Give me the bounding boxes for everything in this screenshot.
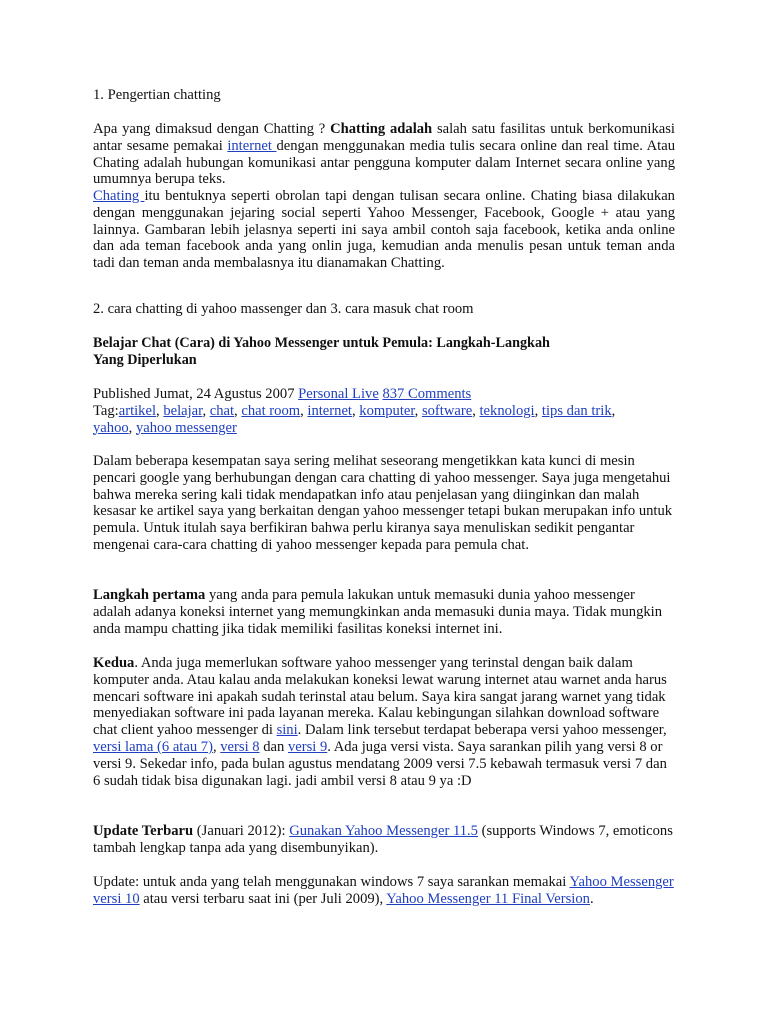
update-2-paragraph [93,874,675,908]
tag-link[interactable]: belajar [163,402,203,419]
internet-link[interactable]: internet [227,137,277,154]
step-1-paragraph [93,587,675,637]
update-label: Update Terbaru [93,823,194,839]
tag-link[interactable]: artikel [118,402,157,419]
chating-link[interactable]: Chating [93,188,145,204]
step-2-paragraph [93,655,675,789]
intro-paragraph: Dalam beberapa kesempatan saya sering melihat seseorang mengetikkan kata kunci di mesin pencari google yang berhubungan dengan cara chatting di yahoo messenger. Saya juga mengetahui bahwa mereka sering kali tidak mendapatkan info atau penjelasan yang diinginkan dan malah kesasar ke artikel saya yang berkaitan dengan yahoo messenger tetapi bukan merupakan info untuk pemula. Untuk itulah saya berfikiran bahwa perlu kiranya saya menuliskan sedikit pengantar mengenai cara-cara chatting di yahoo messenger kepada para pemula chat. [93,453,673,553]
article-meta: Published Jumat, 24 Agustus 2007 Personal Live 837 Comments Tag:artikel, belajar, chat, chat room, internet, komputer, software, teknologi, tips dan trik, yahoo, yahoo messenger [93,386,616,436]
section-2-heading: 2. cara chatting di yahoo massenger dan 3. cara masuk chat room [93,301,474,317]
tag-link[interactable]: yahoo messenger [135,419,237,436]
text-span: (supports Windows 7, emoticons tambah lengkap tanpa ada yang disembunyikan). [93,823,673,856]
yahoo-messenger-11-final-link[interactable]: Yahoo Messenger 11 Final Version [386,890,590,907]
yahoo-messenger-10-link[interactable]: Yahoo Messenger versi 10 [93,874,674,907]
step-1-label: Langkah pertama [93,587,206,603]
text-span: itu bentuknya seperti obrolan tapi dengan tulisan secara online. Chating biasa dilakukan dengan menggunakan jejaring social seperti Yahoo Messenger, Facebook, Google + atau yang lainnya. Gambaran lebih jelasnya seperti ini saya ambil contoh saja facebook, ketika anda online dan ada teman facebook anda yang onlin juga, kemudian anda menulis pesan untuk teman anda tadi dan teman anda membalasnya itu dianamakan Chatting. [93,188,675,272]
chating-paragraph [93,188,675,272]
tag-link[interactable]: komputer [359,402,415,419]
text-span: (Januari 2012): [193,823,290,839]
text-span: . Anda juga memerlukan software yahoo messenger yang terinstal dengan baik dalam komputer anda. Atau kalau anda melakukan koneksi lewat warung internet atau warnet anda harus mencari software ini apakah sudah terinstal atau belum. Saya kira sangat jarang warnet yang tidak menyediakan software ini pada layanan mereka. Kalau kebingungan silahkan download software chat client yahoo messenger di [93,655,667,739]
text-span: dan [259,738,288,755]
text-span: Apa yang dimaksud dengan Chatting ? [93,121,331,137]
step-2-label: Kedua [93,655,135,671]
bold-term: Chatting adalah [330,121,433,137]
tag-label: Tag: [93,402,119,419]
article-title [93,335,675,369]
old-version-link[interactable]: versi lama (6 atau 7) [93,738,213,755]
comments-link[interactable]: 837 Comments [382,386,472,402]
article-title-line-1: Belajar Chat (Cara) di Yahoo Messenger untuk Pemula: Langkah-Langkah [93,335,550,351]
text-span: salah satu fasilitas untuk berkomunikasi antar sesame pemakai [93,121,675,154]
section-1-heading: 1. Pengertian chatting [93,87,221,103]
text-span: atau versi terbaru saat ini (per Juli 2009), [139,890,387,907]
tag-link[interactable]: software [421,402,473,419]
tag-link[interactable]: tips dan trik [541,402,612,419]
tag-link[interactable]: internet [307,402,352,419]
tag-link[interactable]: chat room [241,402,301,419]
tag-link[interactable]: teknologi [479,402,535,419]
category-link[interactable]: Personal Live [298,386,379,402]
tag-link[interactable]: chat [209,402,235,419]
download-link[interactable]: sini [276,722,298,739]
version-8-link[interactable]: versi 8 [220,738,260,755]
text-span: . Ada juga versi vista. Saya sarankan pilih yang versi 8 or versi 9. Sekedar info, pada bulan agustus mendatang 2009 versi 7.5 kebawah termasuk versi 7 dan 6 sudah tidak bisa digunakan lagi. jadi ambil versi 8 atau 9 ya :D [93,738,667,789]
text-span: yang anda para pemula lakukan untuk memasuki dunia yahoo messenger adalah adanya koneksi internet yang memungkinkan anda memasuki dunia maya. Tidak mungkin anda mampu chatting jika tidak memiliki fasilitas koneksi internet ini. [93,587,663,637]
text-span: . Dalam link tersebut terdapat beberapa versi yahoo messenger, [297,722,667,739]
definition-paragraph [93,121,675,188]
article-title-line-2: Yang Diperlukan [93,351,197,368]
version-9-link[interactable]: versi 9 [287,738,328,755]
published-date: Published Jumat, 24 Agustus 2007 [93,386,299,402]
text-span: . [589,890,594,907]
update-1-paragraph [93,823,675,857]
text-span: , [212,738,221,755]
text-span: dengan menggunakan media tulis secara online dan real time. Atau Chating adalah hubungan komunikasi antar pengguna komputer dalam Internet secara online yang umumnya berupa teks. [93,137,675,188]
yahoo-messenger-11-5-link[interactable]: Gunakan Yahoo Messenger 11.5 [289,823,478,839]
tag-link[interactable]: yahoo [93,419,129,436]
text-span: Update: untuk anda yang telah menggunakan windows 7 saya sarankan memakai [93,874,570,890]
